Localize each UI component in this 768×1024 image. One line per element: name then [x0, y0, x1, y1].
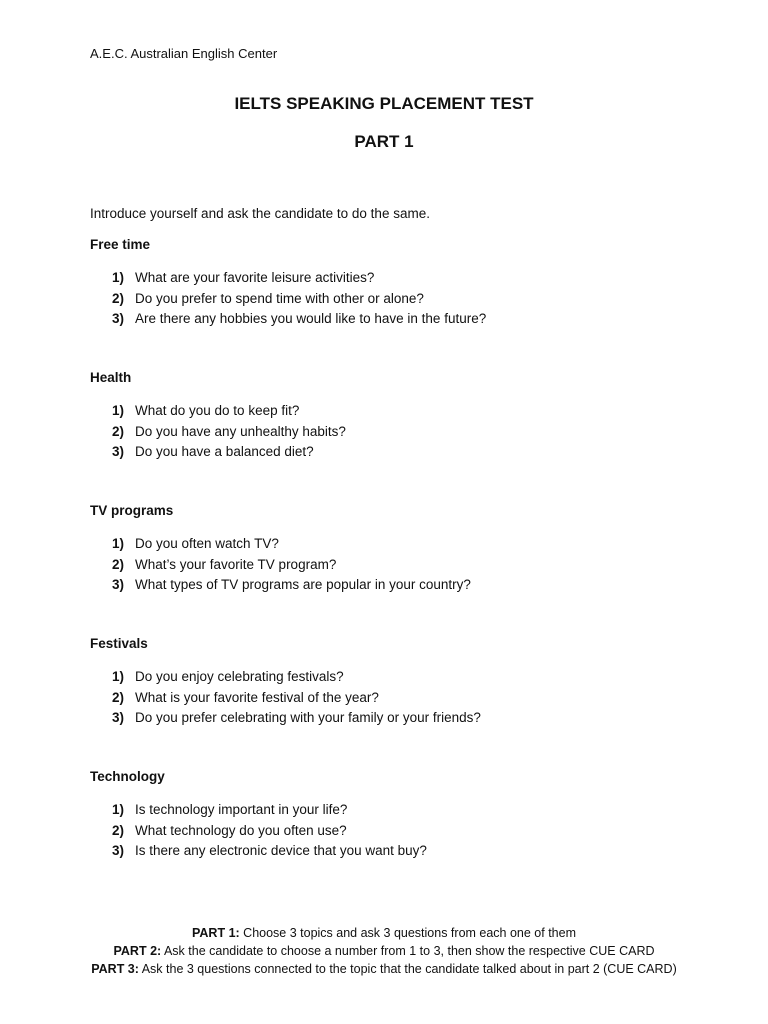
question-number: 2): [112, 822, 125, 838]
question-text: What do you do to keep fit?: [135, 403, 300, 418]
question-list: [90, 667, 710, 729]
topic-heading: Free time: [90, 237, 151, 252]
question-text: Do you have any unhealthy habits?: [135, 423, 346, 439]
list-item: [90, 309, 710, 330]
topic-heading: Health: [90, 370, 132, 385]
question-text: Do you prefer celebrating with your family or your friends?: [135, 710, 481, 725]
question-number: 3): [112, 843, 125, 858]
question-list: [90, 401, 710, 463]
list-item: [90, 289, 710, 310]
list-item: [90, 821, 710, 842]
list-item: [90, 268, 710, 289]
question-number: 2): [112, 556, 125, 572]
topic-section: [90, 370, 710, 463]
page-title: IELTS SPEAKING PLACEMENT TEST: [234, 94, 534, 113]
question-text: What are your favorite leisure activities?: [135, 270, 375, 285]
footer-instructions: [0, 924, 768, 978]
question-text: What is your favorite festival of the year?: [135, 689, 379, 705]
question-number: 1): [112, 270, 125, 285]
topic-heading: Technology: [90, 769, 165, 784]
footer-line: [0, 924, 768, 942]
list-item: [90, 800, 710, 821]
question-number: 1): [112, 403, 125, 418]
footer-label: PART 2:: [113, 944, 162, 958]
question-text: What technology do you often use?: [135, 822, 347, 838]
list-item: [90, 667, 710, 688]
list-item: [90, 688, 710, 709]
topic-heading: Festivals: [90, 636, 148, 651]
intro-instruction: Introduce yourself and ask the candidate to do the same.: [90, 206, 430, 221]
list-item: [90, 534, 710, 555]
question-text: What’s your favorite TV program?: [135, 556, 337, 572]
topic-heading: TV programs: [90, 503, 174, 518]
question-list: [90, 534, 710, 596]
list-item: [90, 575, 710, 596]
footer-text: Ask the 3 questions connected to the topic that the candidate talked about in part 2 (CUE CARD): [138, 962, 677, 976]
list-item: [90, 442, 710, 463]
topic-section: [90, 503, 710, 596]
list-item: [90, 708, 710, 729]
question-text: Is there any electronic device that you want buy?: [135, 843, 427, 858]
question-text: Do you prefer to spend time with other or alone?: [135, 290, 424, 306]
organization-name: A.E.C. Australian English Center: [90, 46, 278, 61]
list-item: [90, 422, 710, 443]
question-text: Are there any hobbies you would like to have in the future?: [135, 311, 487, 326]
list-item: [90, 401, 710, 422]
list-item: [90, 841, 710, 862]
question-number: 1): [112, 536, 125, 551]
question-number: 3): [112, 577, 125, 592]
footer-line: [0, 942, 768, 960]
topic-section: [90, 237, 710, 330]
footer-text: Choose 3 topics and ask 3 questions from each one of them: [239, 926, 576, 940]
question-text: What types of TV programs are popular in your country?: [135, 577, 471, 592]
footer-label: PART 1:: [192, 926, 240, 940]
part-heading: PART 1: [354, 132, 414, 151]
question-list: [90, 268, 710, 330]
question-number: 2): [112, 423, 125, 439]
question-text: Do you enjoy celebrating festivals?: [135, 669, 344, 684]
question-number: 3): [112, 311, 125, 326]
question-number: 2): [112, 290, 125, 306]
list-item: [90, 555, 710, 576]
question-list: [90, 800, 710, 862]
question-number: 3): [112, 444, 125, 459]
question-text: Is technology important in your life?: [135, 802, 348, 817]
question-text: Do you have a balanced diet?: [135, 444, 314, 459]
topic-section: [90, 769, 710, 862]
footer-text: Ask the candidate to choose a number from 1 to 3, then show the respective CUE CARD: [161, 944, 655, 958]
topic-section: [90, 636, 710, 729]
question-number: 3): [112, 710, 125, 725]
footer-line: [0, 960, 768, 978]
question-number: 1): [112, 669, 125, 684]
question-number: 1): [112, 802, 125, 817]
question-text: Do you often watch TV?: [135, 536, 279, 551]
footer-label: PART 3:: [91, 962, 139, 976]
question-number: 2): [112, 689, 125, 705]
